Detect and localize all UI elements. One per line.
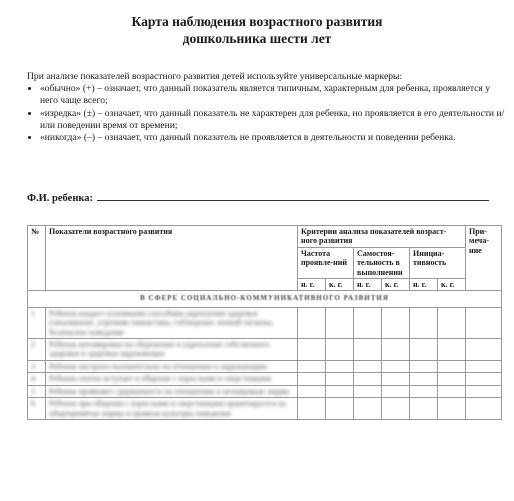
row-indicator-text: Ребенок при общении с взрослыми и сверстниками ориентируется на общепринятые нормы и правила культуры поведения: [46, 398, 298, 420]
table-row: [28, 398, 502, 420]
intro-lead: При анализе показателей возрастного развития детей используйте универсальные маркеры:: [27, 71, 403, 82]
rating-cell[interactable]: [354, 360, 382, 372]
rating-cell[interactable]: [438, 339, 466, 361]
table-row: [28, 339, 502, 361]
title-line-1: Карта наблюдения возрастного развития: [131, 14, 383, 29]
row-number: 3: [28, 360, 46, 372]
row-number: 1: [28, 307, 46, 338]
rating-cell[interactable]: [298, 373, 326, 385]
note-cell[interactable]: [466, 339, 502, 361]
rating-cell[interactable]: [438, 373, 466, 385]
rating-cell[interactable]: [438, 307, 466, 338]
note-cell[interactable]: [466, 385, 502, 397]
row-number: 5: [28, 385, 46, 397]
child-name-label: Ф.И. ребенка:: [27, 193, 94, 204]
marker-usually: • «обычно» (+) – означает, что данный показатель является типичным, характерным для ребенка, проявляется у него чаще всего;: [40, 83, 505, 107]
rating-cell[interactable]: [326, 398, 354, 420]
rating-cell[interactable]: [410, 373, 438, 385]
header-criteria: Критерии анализа показателей возраст-ного развития: [298, 226, 466, 248]
header-indicators: Показатели возрастного развития: [46, 226, 298, 291]
table-row: [28, 360, 502, 372]
rating-cell[interactable]: [326, 385, 354, 397]
rating-cell[interactable]: [438, 385, 466, 397]
rating-cell[interactable]: [326, 339, 354, 361]
rating-cell[interactable]: [410, 360, 438, 372]
subcol-end-year: к. г.: [438, 279, 466, 291]
intro-block: [27, 71, 505, 144]
rating-cell[interactable]: [382, 339, 410, 361]
rating-cell[interactable]: [382, 385, 410, 397]
header-initiative: Инициа-тивность: [410, 247, 466, 278]
rating-cell[interactable]: [410, 385, 438, 397]
rating-cell[interactable]: [298, 339, 326, 361]
row-number: 4: [28, 373, 46, 385]
subcol-end-year: к. г.: [382, 279, 410, 291]
child-name-line: [27, 193, 499, 204]
rating-cell[interactable]: [438, 398, 466, 420]
marker-never: • «никогда» (–) – означает, что данный показатель не проявляется в деятельности и поведении ребенка.: [40, 132, 505, 144]
rating-cell[interactable]: [354, 307, 382, 338]
rating-cell[interactable]: [354, 373, 382, 385]
section-title: В СФЕРЕ СОЦИАЛЬНО-КОММУНИКАТИВНОГО РАЗВИТИЯ: [28, 291, 502, 307]
note-cell[interactable]: [466, 360, 502, 372]
rating-cell[interactable]: [326, 307, 354, 338]
subcol-start-year: н. г.: [410, 279, 438, 291]
rating-cell[interactable]: [298, 398, 326, 420]
table-row: [28, 373, 502, 385]
note-cell[interactable]: [466, 307, 502, 338]
row-indicator-text: Ребенок владеет основными способами укрепления здоровья (закаливание, утренняя гимнастика, соблюдение личной гигиены, безопасное поведение: [46, 307, 298, 338]
row-indicator-text: Ребенок мотивирован на сбережение и укрепление собственного здоровья и здоровья окружающих: [46, 339, 298, 361]
note-cell[interactable]: [466, 398, 502, 420]
rating-cell[interactable]: [382, 307, 410, 338]
marker-sometimes: • «изредка» (±) – означает, что данный показатель не характерен для ребенка, но проявляется в его деятельности и/или поведении время от времени;: [40, 108, 505, 132]
rating-cell[interactable]: [382, 398, 410, 420]
rating-cell[interactable]: [298, 307, 326, 338]
row-number: 6: [28, 398, 46, 420]
header-independence: Самостоя-тельность в выполнении: [354, 247, 410, 278]
row-indicator-text: Ребенок охотно вступает в общение с взрослыми и сверстниками: [46, 373, 298, 385]
rating-cell[interactable]: [298, 385, 326, 397]
rating-cell[interactable]: [382, 360, 410, 372]
document-title: [0, 13, 514, 47]
child-name-field[interactable]: [97, 200, 489, 201]
section-row: [28, 291, 502, 307]
rating-cell[interactable]: [354, 398, 382, 420]
table-body: [28, 307, 502, 419]
row-indicator-text: Ребенок проявляет сдержанность по отношению к незнакомым людям: [46, 385, 298, 397]
header-note: При-меча-ние: [466, 226, 502, 291]
rating-cell[interactable]: [298, 360, 326, 372]
row-indicator-text: Ребенок настроен положительно по отношению к окружающим: [46, 360, 298, 372]
rating-cell[interactable]: [382, 373, 410, 385]
rating-cell[interactable]: [410, 398, 438, 420]
rating-cell[interactable]: [326, 360, 354, 372]
table-row: [28, 385, 502, 397]
subcol-end-year: к. г.: [326, 279, 354, 291]
subcol-start-year: н. г.: [354, 279, 382, 291]
title-line-2: дошкольника шести лет: [182, 31, 332, 46]
header-row-1: [28, 226, 502, 248]
header-frequency: Частота проявле-ний: [298, 247, 354, 278]
note-cell[interactable]: [466, 373, 502, 385]
rating-cell[interactable]: [410, 339, 438, 361]
marker-list: [27, 83, 505, 144]
subcol-start-year: н. г.: [298, 279, 326, 291]
rating-cell[interactable]: [438, 360, 466, 372]
row-number: 2: [28, 339, 46, 361]
rating-cell[interactable]: [354, 339, 382, 361]
rating-cell[interactable]: [410, 307, 438, 338]
observation-table: [27, 225, 502, 420]
rating-cell[interactable]: [354, 385, 382, 397]
header-no: №: [28, 226, 46, 291]
rating-cell[interactable]: [326, 373, 354, 385]
table-row: [28, 307, 502, 338]
